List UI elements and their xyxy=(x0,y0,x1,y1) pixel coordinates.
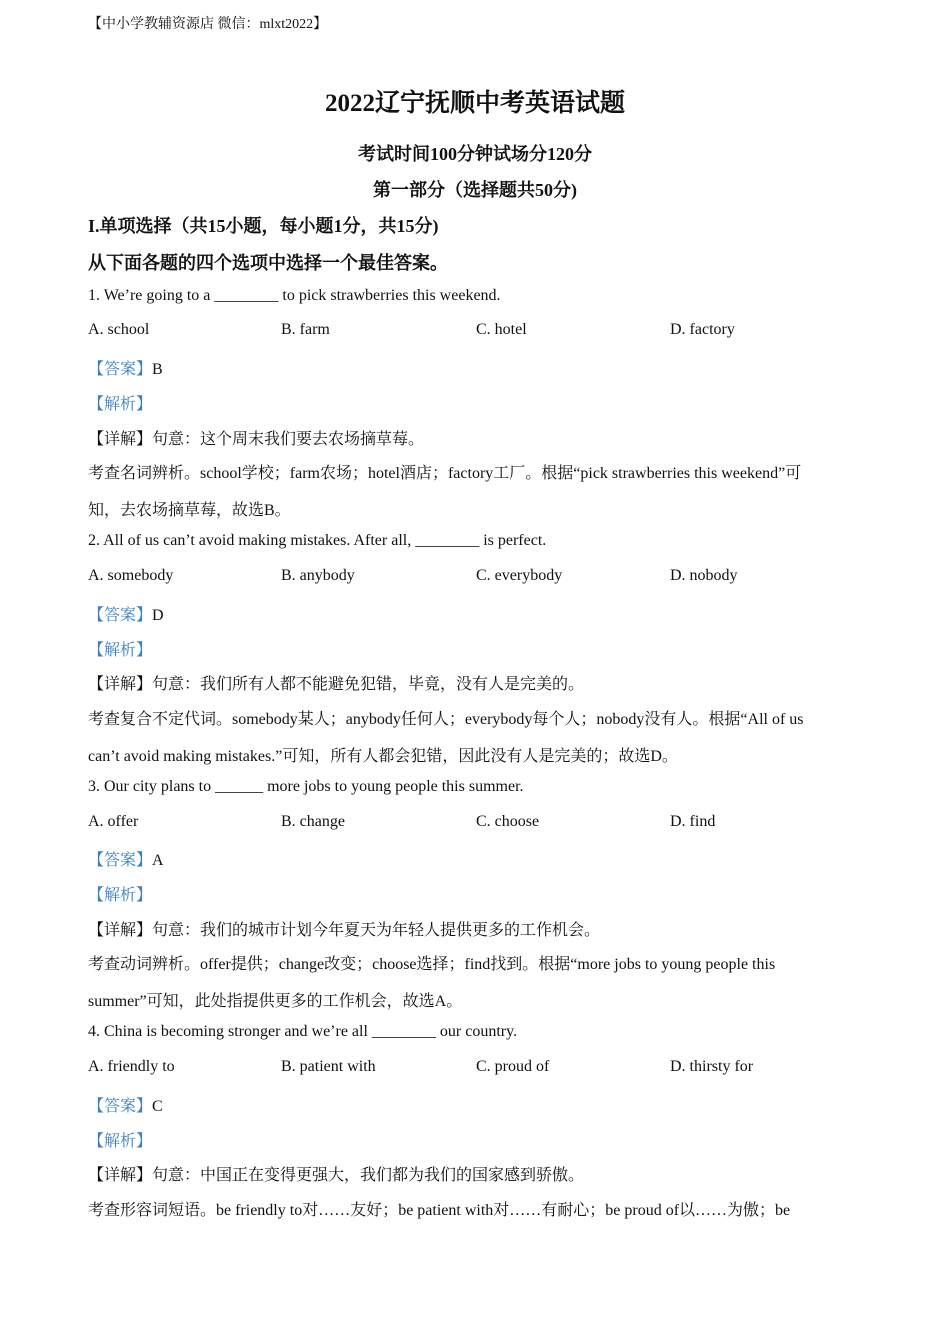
option: C. hotel xyxy=(476,321,527,338)
option: D. factory xyxy=(670,321,735,338)
question-stem: 4. China is becoming stronger and we’re all ________ our country. xyxy=(88,1023,518,1040)
option: A. somebody xyxy=(88,567,174,584)
page-title: 2022辽宁抚顺中考英语试题 xyxy=(324,90,625,117)
option: B. farm xyxy=(281,321,330,338)
detail-text: 句意：我们所有人都不能避免犯错，毕竟，没有人是完美的。 xyxy=(152,676,585,693)
detail-tag: 【详解】 xyxy=(88,1167,153,1184)
question-stem: 2. All of us can’t avoid making mistakes. After all, ________ is perfect. xyxy=(88,532,547,549)
option: D. thirsty for xyxy=(670,1058,754,1075)
explanation-line: 考查动词辨析。offer提供；change改变；choose选择；find找到。根据“more jobs to young people this xyxy=(88,956,776,973)
option: C. everybody xyxy=(476,567,563,584)
answer-line xyxy=(88,847,164,870)
explanation-line: can’t avoid making mistakes.”可知，所有人都会犯错，因此没有人是完美的；故选D。 xyxy=(88,748,678,765)
answer-tag: 【答案】 xyxy=(88,607,153,624)
analysis-tag: 【解析】 xyxy=(88,1133,153,1150)
question-stem: 1. We’re going to a ________ to pick strawberries this weekend. xyxy=(88,287,501,304)
analysis-tag: 【解析】 xyxy=(88,887,153,904)
answer-tag: 【答案】 xyxy=(88,361,153,378)
explanation-line: 知，去农场摘草莓，故选B。 xyxy=(88,502,291,519)
option: C. choose xyxy=(476,813,540,830)
answer-line xyxy=(88,1093,163,1116)
option: A. offer xyxy=(88,813,139,830)
answer-line xyxy=(88,602,164,625)
option: D. nobody xyxy=(670,567,738,584)
analysis-tag: 【解析】 xyxy=(88,396,153,413)
option: B. anybody xyxy=(281,567,355,584)
section-heading: I.单项选择（共15小题，每小题1分，共15分) xyxy=(88,216,439,236)
answer-value: D xyxy=(152,607,164,624)
option: C. proud of xyxy=(476,1058,550,1075)
explanation-line: 考查名词辨析。school学校；farm农场；hotel酒店；factory工厂。根据“pick strawberries this weekend”可 xyxy=(88,465,802,482)
answer-tag: 【答案】 xyxy=(88,852,153,869)
detail-line xyxy=(88,426,424,449)
explanation-line: summer”可知，此处指提供更多的工作机会，故选A。 xyxy=(88,993,463,1010)
part-heading: 第一部分（选择题共50分) xyxy=(373,180,577,200)
instruction: 从下面各题的四个选项中选择一个最佳答案。 xyxy=(88,253,448,273)
analysis-tag: 【解析】 xyxy=(88,642,153,659)
detail-tag: 【详解】 xyxy=(88,676,153,693)
detail-line xyxy=(88,671,584,694)
detail-text: 句意：这个周末我们要去农场摘草莓。 xyxy=(152,431,425,448)
explanation-line: 考查复合不定代词。somebody某人；anybody任何人；everybody每个人；nobody没有人。根据“All of us xyxy=(88,711,804,728)
answer-value: B xyxy=(152,361,163,378)
explanation-line: 考查形容词短语。be friendly to对……友好；be patient with对……有耐心；be proud of以……为傲；be xyxy=(88,1202,791,1219)
detail-tag: 【详解】 xyxy=(88,922,153,939)
detail-tag: 【详解】 xyxy=(88,431,153,448)
option: B. change xyxy=(281,813,345,830)
question-stem: 3. Our city plans to ______ more jobs to young people this summer. xyxy=(88,778,524,795)
detail-line xyxy=(88,917,600,940)
detail-line xyxy=(88,1162,584,1185)
option: A. school xyxy=(88,321,150,338)
answer-value: A xyxy=(152,852,164,869)
option: A. friendly to xyxy=(88,1058,175,1075)
option: B. patient with xyxy=(281,1058,376,1075)
option: D. find xyxy=(670,813,716,830)
answer-line xyxy=(88,356,163,379)
answer-value: C xyxy=(152,1098,163,1115)
detail-text: 句意：中国正在变得更强大，我们都为我们的国家感到骄傲。 xyxy=(152,1167,585,1184)
answer-tag: 【答案】 xyxy=(88,1098,153,1115)
header-note: 【中小学教辅资源店 微信：mlxt2022】 xyxy=(88,17,328,32)
exam-info: 考试时间100分钟试场分120分 xyxy=(358,144,592,164)
detail-text: 句意：我们的城市计划今年夏天为年轻人提供更多的工作机会。 xyxy=(152,922,601,939)
